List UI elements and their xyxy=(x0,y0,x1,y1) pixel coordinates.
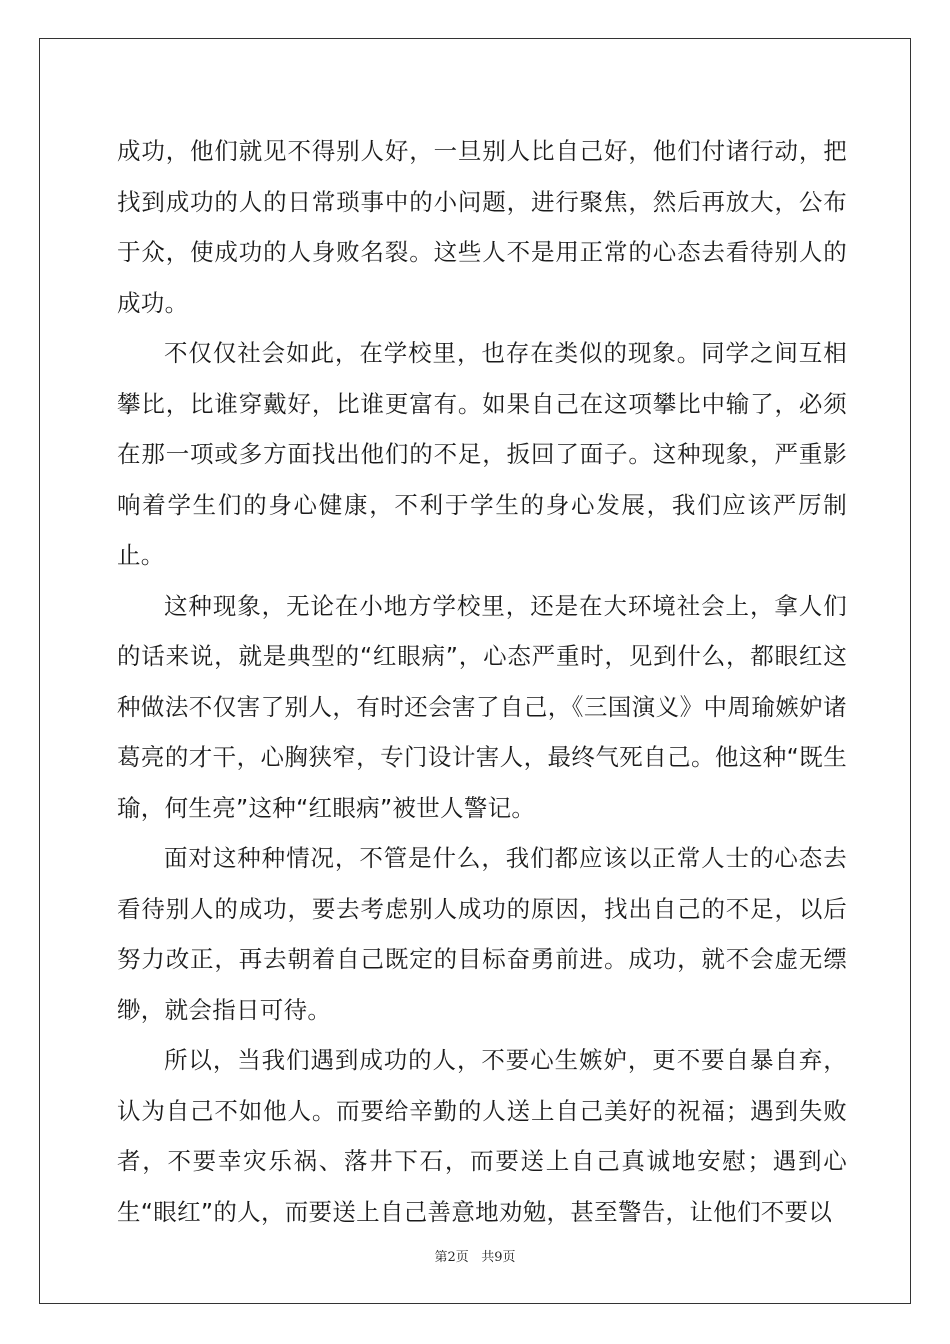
paragraph-1: 成功，他们就见不得别人好，一旦别人比自己好，他们付诸行动，把找到成功的人的日常琐事中的小问题，进行聚焦，然后再放大，公布于众，使成功的人身败名裂。这些人不是用正常的心态去看待别人的成功。 xyxy=(117,137,847,317)
paragraph-5: 所以，当我们遇到成功的人，不要心生嫉妒，更不要自暴自弃，认为自己不如他人。而要给辛勤的人送上自己美好的祝福；遇到失败者，不要幸灾乐祸、落井下石，而要送上自己真诚地安慰；遇到心生“眼红”的人，而要送上自己善意地劝勉，甚至警告，让他们不要以 xyxy=(117,1046,847,1226)
document-body xyxy=(117,126,847,1237)
page-number: 第2页 xyxy=(434,1250,469,1265)
paragraph-4: 面对这种种情况，不管是什么，我们都应该以正常人士的心态去看待别人的成功，要去考虑别人成功的原因，找出自己的不足，以后努力改正，再去朝着自己既定的目标奋勇前进。成功，就不会虚无缥缈，就会指日可待。 xyxy=(117,844,847,1024)
page-footer xyxy=(0,1246,950,1265)
page-total: 共9页 xyxy=(481,1250,516,1265)
paragraph-2: 不仅仅社会如此，在学校里，也存在类似的现象。同学之间互相攀比，比谁穿戴好，比谁更富有。如果自己在这项攀比中输了，必须在那一项或多方面找出他们的不足，扳回了面子。这种现象，严重影响着学生们的身心健康，不利于学生的身心发展，我们应该严厉制止。 xyxy=(117,339,847,569)
paragraph-3: 这种现象，无论在小地方学校里，还是在大环境社会上，拿人们的话来说，就是典型的“红眼病”，心态严重时，见到什么，都眼红这种做法不仅害了别人，有时还会害了自己，《三国演义》中周瑜嫉妒诸葛亮的才干，心胸狭窄，专门设计害人，最终气死自己。他这种“既生瑜，何生亮”这种“红眼病”被世人警记。 xyxy=(117,591,847,822)
